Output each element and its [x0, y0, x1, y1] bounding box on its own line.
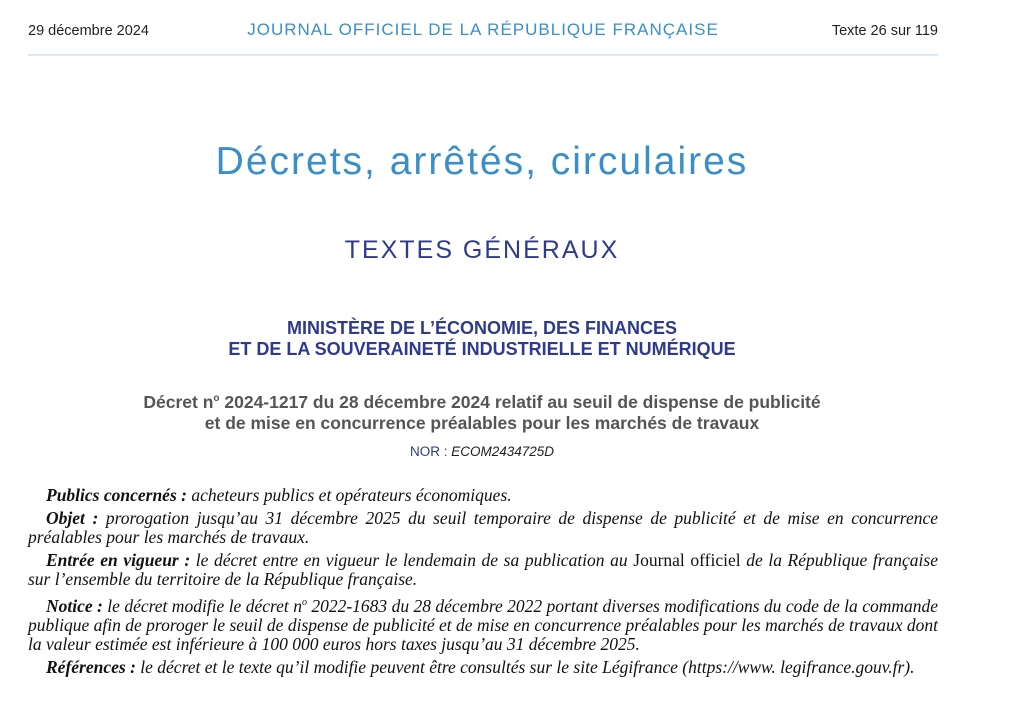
nor-reference [0, 444, 964, 459]
subsection-title: TEXTES GÉNÉRAUX [344, 236, 620, 264]
objet-label: Objet : [46, 507, 99, 528]
text-number: Texte 26 sur 119 [831, 23, 938, 39]
nor-label: NOR : [409, 444, 452, 459]
entree-paragraph: Entrée en vigueur : le décret entre en vigueur le lendemain de sa publication au Journal officiel de la République française sur l’ensemble du territoire de la République française. [28, 549, 938, 589]
publics-label: Publics concernés : [46, 485, 187, 505]
page-header [28, 20, 938, 42]
publication-date: 29 décembre 2024 [28, 23, 149, 39]
nor-code: ECOM2434725D [451, 444, 555, 459]
ministry-heading [0, 318, 964, 360]
references-paragraph: Références : le décret et le texte qu’il modifie peuvent être consultés sur le site Légifrance (https://www. legifrance.gouv.fr). [46, 656, 915, 677]
entree-label: Entrée en vigueur : [46, 549, 191, 570]
publics-paragraph: Publics concernés : acheteurs publics et opérateurs économiques. [46, 485, 512, 505]
notice-label: Notice : [46, 595, 103, 616]
decree-title [0, 388, 964, 434]
notice-paragraph: Notice : le décret modifie le décret $n^o$ 2022-1683 du 28 décembre 2022 portant diverses modifications du code de la commande publique afin de proroger le seuil de dispense de publicité et de mise en concurrence préalables pour les marchés de travaux dont la valeur estimée est inférieure à 100 000 euros hors taxes jusqu’au 31 décembre 2025. [28, 595, 938, 655]
decree-title-line-1: Décret $n^o$ 2024-1217 du 28 décembre 2024 relatif au seuil de dispense de publicité [143, 391, 821, 412]
ministry-line-1: MINISTÈRE DE L’ÉCONOMIE, DES FINANCES [286, 318, 678, 338]
section-title: Décrets, arrêtés, circulaires [215, 140, 749, 183]
objet-paragraph: Objet : prorogation jusqu’au 31 décembre 2025 du seuil temporaire de dispense de publicité et de mise en concurrence préalables pour les marchés de travaux. [28, 507, 938, 547]
journal-title: JOURNAL OFFICIEL DE LA RÉPUBLIQUE FRANÇAISE [247, 20, 719, 39]
decree-title-line-2: et de mise en concurrence préalables pour les marchés de travaux [204, 412, 760, 433]
notice-block [28, 486, 938, 680]
ministry-line-2: ET DE LA SOUVERAINETÉ INDUSTRIELLE ET NUMÉRIQUE [228, 339, 736, 359]
references-label: Références : [46, 656, 136, 677]
header-divider [28, 54, 938, 56]
